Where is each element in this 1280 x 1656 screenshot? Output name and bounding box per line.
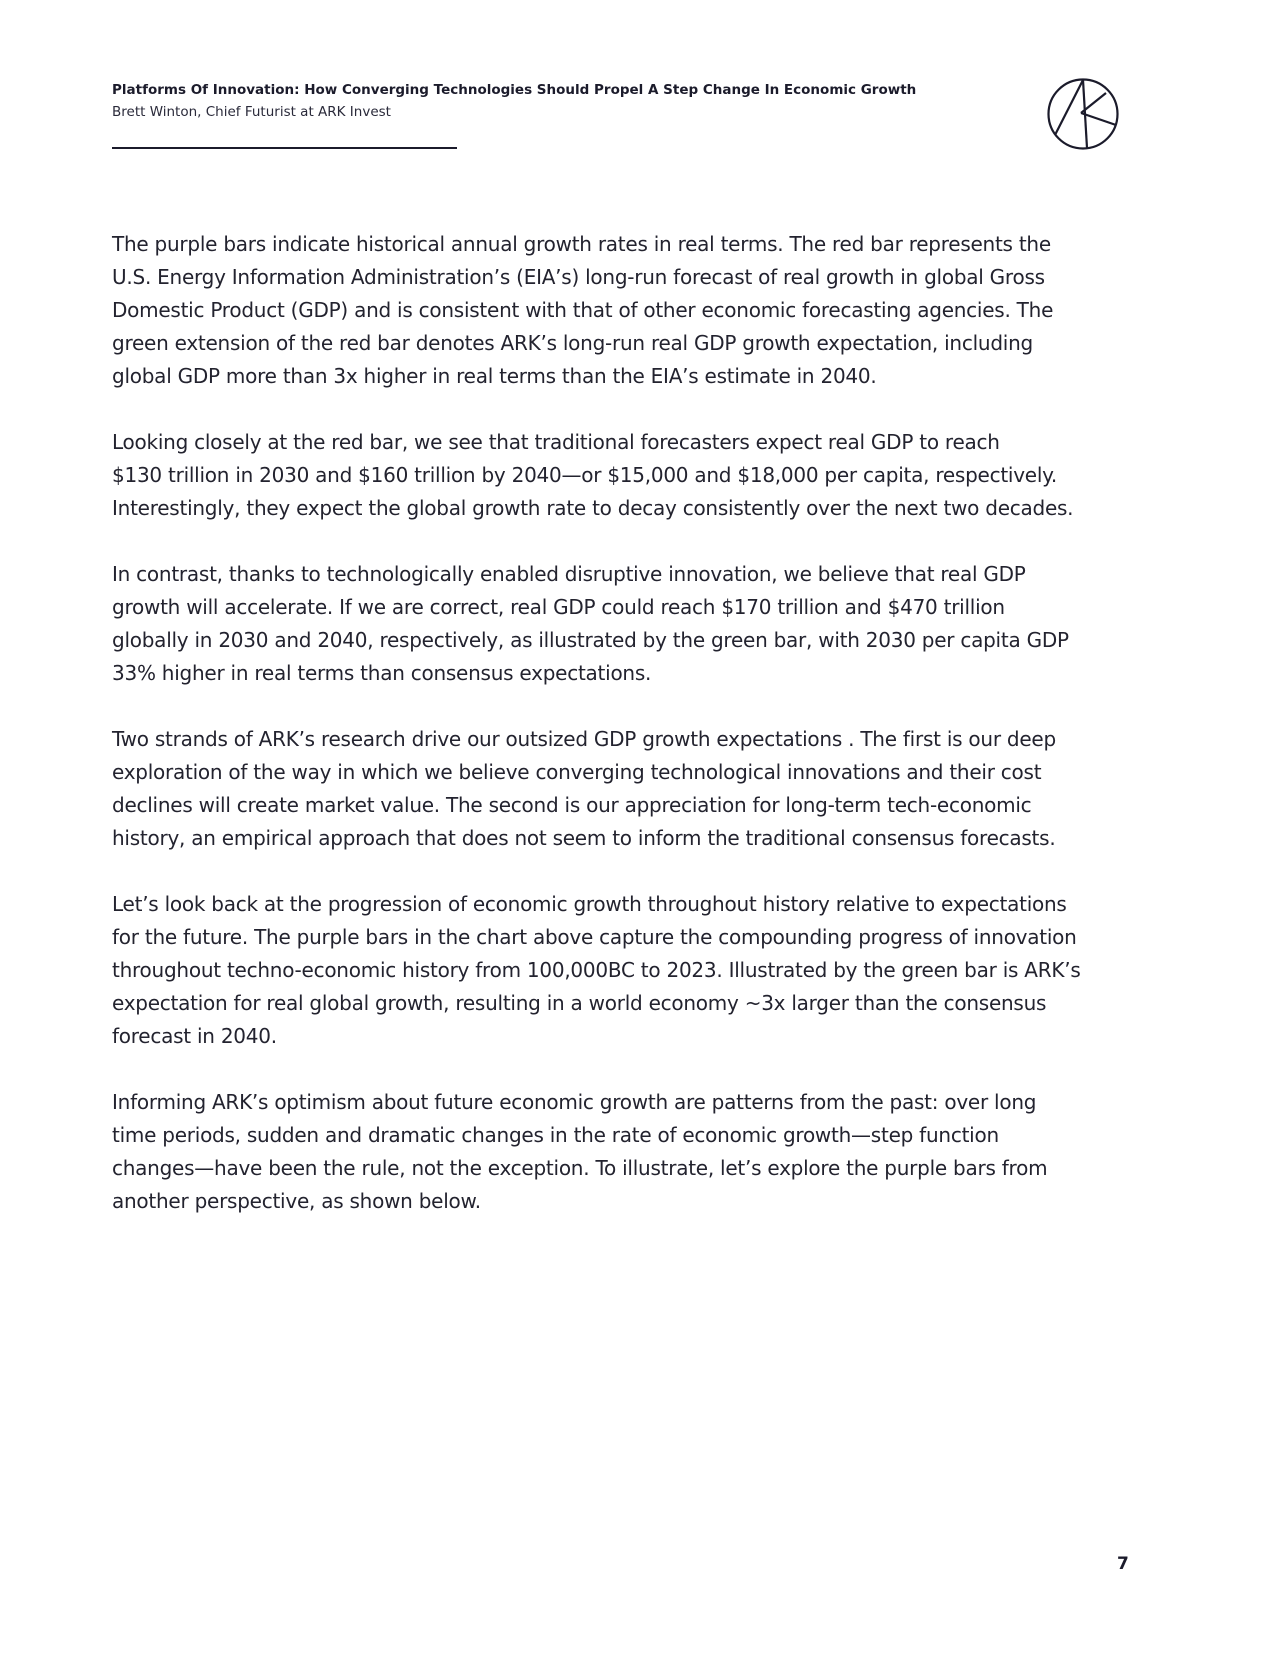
- text-line: U.S. Energy Information Administration’s (EIA’s) long-run forecast of real growth in global Gross: [112, 265, 1045, 289]
- paragraph-optimism: [112, 1086, 1142, 1218]
- text-line: green extension of the red bar denotes ARK’s long-run real GDP growth expectation, including: [112, 331, 1033, 355]
- text-line: Domestic Product (GDP) and is consistent with that of other economic forecasting agencies. The: [112, 298, 1054, 322]
- header-divider: [112, 147, 457, 149]
- document-title: Platforms Of Innovation: How Converging Technologies Should Propel A Step Change In Economic Growth: [112, 82, 917, 98]
- text-line: expectation for real global growth, resulting in a world economy ~3x larger than the consensus: [112, 991, 1047, 1015]
- text-line: Looking closely at the red bar, we see that traditional forecasters expect real GDP to reach: [112, 430, 1000, 454]
- text-line: changes—have been the rule, not the exception. To illustrate, let’s explore the purple bars from: [112, 1156, 1048, 1180]
- text-line: The purple bars indicate historical annual growth rates in real terms. The red bar represents the: [112, 232, 1051, 256]
- text-line: time periods, sudden and dramatic changes in the rate of economic growth—step function: [112, 1123, 999, 1147]
- paragraph-eia-forecast: [112, 228, 1142, 393]
- text-line: another perspective, as shown below.: [112, 1189, 481, 1213]
- text-line: exploration of the way in which we believe converging technological innovations and their cost: [112, 760, 1042, 784]
- paragraph-research-strands: [112, 723, 1142, 855]
- document-header: [112, 80, 1012, 122]
- paragraph-history: [112, 888, 1142, 1053]
- text-line: throughout techno-economic history from 100,000BC to 2023. Illustrated by the green bar is ARK’s: [112, 958, 1081, 982]
- text-line: growth will accelerate. If we are correct, real GDP could reach $170 trillion and $470 trillion: [112, 595, 1005, 619]
- text-line: global GDP more than 3x higher in real terms than the EIA’s estimate in 2040.: [112, 364, 877, 388]
- text-line: globally in 2030 and 2040, respectively, as illustrated by the green bar, with 2030 per capita GDP: [112, 628, 1069, 652]
- paragraph-red-bar: [112, 426, 1142, 525]
- document-author: Brett Winton, Chief Futurist at ARK Invest: [112, 104, 391, 120]
- text-line: In contrast, thanks to technologically enabled disruptive innovation, we believe that real GDP: [112, 562, 1026, 586]
- text-line: forecast in 2040.: [112, 1024, 277, 1048]
- text-line: Two strands of ARK’s research drive our outsized GDP growth expectations . The first is our deep: [112, 727, 1056, 751]
- text-line: $130 trillion in 2030 and $160 trillion by 2040—or $15,000 and $18,000 per capita, respectively.: [112, 463, 1058, 487]
- text-line: history, an empirical approach that does not seem to inform the traditional consensus forecasts.: [112, 826, 1056, 850]
- ark-logo-icon: [1046, 77, 1120, 151]
- text-line: 33% higher in real terms than consensus expectations.: [112, 661, 652, 685]
- article-body: [112, 228, 1142, 1251]
- text-line: for the future. The purple bars in the chart above capture the compounding progress of innovation: [112, 925, 1077, 949]
- text-line: Informing ARK’s optimism about future economic growth are patterns from the past: over long: [112, 1090, 1037, 1114]
- text-line: Let’s look back at the progression of economic growth throughout history relative to expectations: [112, 892, 1067, 916]
- text-line: declines will create market value. The second is our appreciation for long-term tech-economic: [112, 793, 1032, 817]
- paragraph-green-bar: [112, 558, 1142, 690]
- text-line: Interestingly, they expect the global growth rate to decay consistently over the next two decades.: [112, 496, 1074, 520]
- page-number: 7: [1117, 1554, 1129, 1574]
